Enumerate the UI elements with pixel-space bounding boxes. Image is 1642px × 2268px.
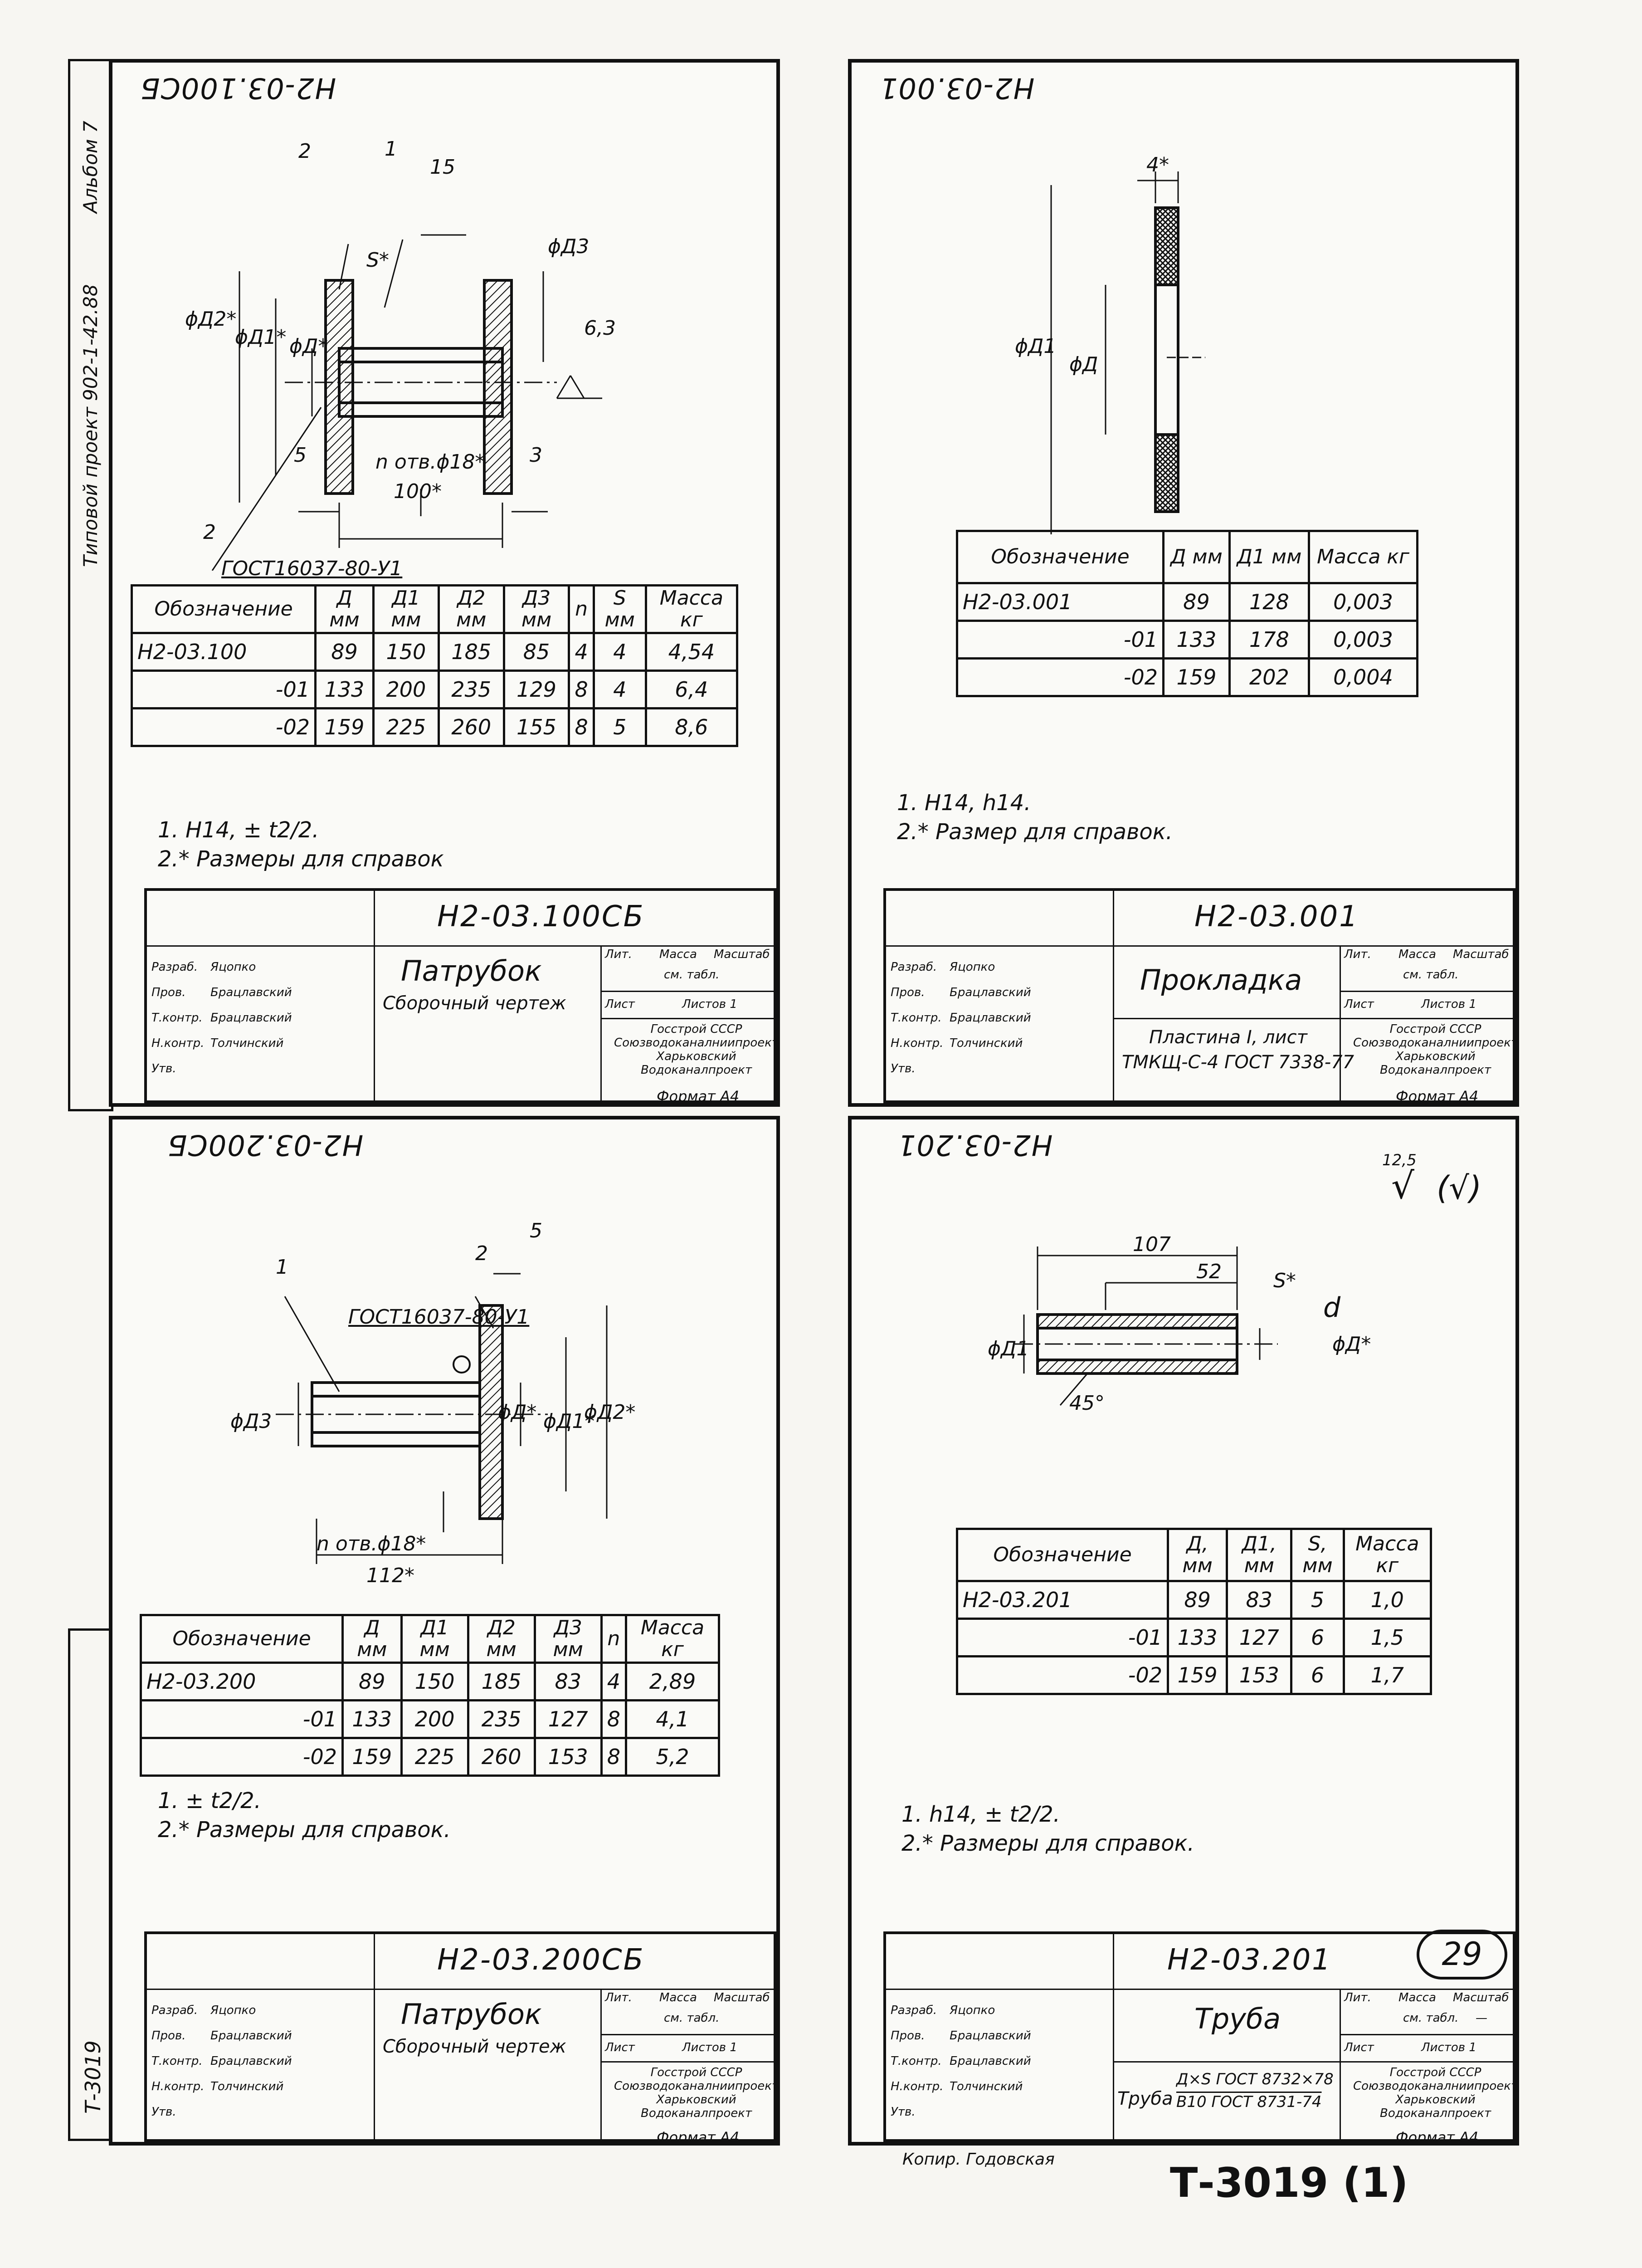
title-block bbox=[144, 888, 779, 1103]
tb-list: Лист bbox=[605, 997, 635, 1011]
dim-pos-2: 2 bbox=[475, 1242, 488, 1265]
cell: 4,1 bbox=[626, 1701, 719, 1738]
cell: 128 bbox=[1229, 583, 1309, 621]
cell: 2,89 bbox=[626, 1663, 719, 1701]
dim-112: 112* bbox=[366, 1564, 414, 1587]
notes bbox=[158, 816, 444, 874]
cell: 0,003 bbox=[1309, 621, 1417, 659]
dim-d: ϕД* bbox=[1332, 1333, 1371, 1356]
left-margin-strip-top bbox=[68, 59, 113, 1111]
title-block bbox=[883, 888, 1518, 1103]
dim-pos-1: 1 bbox=[276, 1256, 288, 1279]
title-code: Н2-03.001 bbox=[1194, 900, 1359, 934]
dim-d1: ϕД1* bbox=[543, 1410, 595, 1433]
stamp-code-upside: Н2-03.001 bbox=[879, 72, 1035, 105]
cell: 127 bbox=[535, 1701, 601, 1738]
th-designation: Обозначение bbox=[957, 1529, 1168, 1581]
table-row bbox=[141, 1701, 719, 1738]
gost-note: ГОСТ16037-80-У1 bbox=[221, 557, 403, 580]
cell: 4 bbox=[601, 1663, 626, 1701]
cell: Н2-03.201 bbox=[957, 1581, 1168, 1619]
cell: 185 bbox=[468, 1663, 535, 1701]
cell: -01 bbox=[141, 1701, 343, 1738]
cell: 8 bbox=[569, 671, 594, 709]
dim-angle: 45° bbox=[1069, 1392, 1105, 1415]
cell: 8,6 bbox=[646, 709, 737, 746]
cell: 150 bbox=[401, 1663, 468, 1701]
note-1: 1. h14, ± t2/2. bbox=[901, 1802, 1060, 1827]
dim-s: S* bbox=[366, 249, 389, 272]
tb-list: Лист bbox=[1344, 997, 1374, 1011]
dim-d2: ϕД2* bbox=[185, 308, 237, 331]
tb-sm-tabl: см. табл. bbox=[1403, 968, 1459, 982]
note-1: 1. ± t2/2. bbox=[158, 1788, 261, 1813]
table-row bbox=[132, 671, 737, 709]
format-label: Формат А4 bbox=[657, 1088, 740, 1105]
cell: 4,54 bbox=[646, 633, 737, 671]
th-s: S, мм bbox=[1291, 1529, 1344, 1581]
dim-s: S* bbox=[1273, 1269, 1296, 1292]
sheet-h2-03-200sb bbox=[109, 1116, 780, 2146]
th-d1: Д1, мм bbox=[1227, 1529, 1291, 1581]
table-row bbox=[957, 659, 1418, 696]
dim-5: 5 bbox=[294, 444, 307, 467]
th-mass: Масса кг bbox=[1344, 1529, 1431, 1581]
tb-roles: Разраб. Пров. Т.контр. Н.контр. Утв. bbox=[151, 2004, 205, 2119]
cell: Н2-03.001 bbox=[957, 583, 1164, 621]
cell: Н2-03.100 bbox=[132, 633, 316, 671]
tb-masshtab: Масштаб bbox=[714, 1991, 770, 2004]
side-album-label: Альбом 7 bbox=[79, 121, 102, 213]
note-1: 1. Н14, h14. bbox=[897, 790, 1031, 816]
cell: 1,7 bbox=[1344, 1657, 1431, 1694]
notes bbox=[901, 1800, 1194, 1858]
title-sub: Сборочный чертеж bbox=[383, 2036, 566, 2057]
title-code: Н2-03.200СБ bbox=[437, 1943, 645, 1977]
cell: 89 bbox=[1164, 583, 1230, 621]
tb-list: Лист bbox=[605, 2041, 635, 2054]
page-number-badge: 29 bbox=[1417, 1930, 1507, 1980]
th-designation: Обозначение bbox=[957, 531, 1164, 583]
cell: -01 bbox=[957, 621, 1164, 659]
tb-roles: Разраб. Пров. Т.контр. Н.контр. Утв. bbox=[151, 960, 205, 1075]
cell: 133 bbox=[1164, 621, 1230, 659]
table-row bbox=[957, 1619, 1431, 1657]
cell: 133 bbox=[316, 671, 374, 709]
cell: 4 bbox=[569, 633, 594, 671]
cell: 225 bbox=[401, 1738, 468, 1776]
archive-code: Т-3019 (1) bbox=[1170, 2159, 1408, 2207]
th-d1: Д1 мм bbox=[401, 1615, 468, 1663]
th-mass: Масса кг bbox=[1309, 531, 1417, 583]
dim-d1: ϕД1 bbox=[1015, 335, 1057, 358]
table-row bbox=[132, 709, 737, 746]
cell: 235 bbox=[439, 671, 504, 709]
cell: 4 bbox=[594, 671, 646, 709]
tb-names: Яцопко Брацлавский Брацлавский Толчинский bbox=[210, 960, 292, 1050]
title-pipe-gost2: В10 ГОСТ 8731-74 bbox=[1176, 2093, 1322, 2111]
tb-list: Лист bbox=[1344, 2041, 1374, 2054]
cell: 6 bbox=[1291, 1657, 1344, 1694]
cell: 159 bbox=[1164, 659, 1230, 696]
tb-roles: Разраб. Пров. Т.контр. Н.контр. Утв. bbox=[891, 2004, 944, 2119]
cell: 83 bbox=[535, 1663, 601, 1701]
tb-listov: Листов 1 bbox=[682, 997, 737, 1011]
tb-massa: Масса bbox=[1398, 1991, 1436, 2004]
tb-names: Яцопко Брацлавский Брацлавский Толчинский bbox=[210, 2004, 292, 2093]
title-name: Труба bbox=[1194, 2002, 1281, 2035]
cell: 260 bbox=[439, 709, 504, 746]
roughness-paren: (√) bbox=[1437, 1169, 1482, 1207]
note-2: 2.* Размеры для справок. bbox=[901, 1831, 1194, 1856]
cell: 260 bbox=[468, 1738, 535, 1776]
title-block bbox=[883, 1931, 1518, 2142]
cell: 155 bbox=[504, 709, 569, 746]
stamp-code-upside: Н2-03.100СБ bbox=[140, 72, 336, 105]
dim-d3: ϕД3 bbox=[230, 1410, 272, 1433]
tb-org: Госстрой СССР Союзводоканалниипроект Харьковский Водоканалпроект bbox=[1353, 1022, 1518, 1077]
title-name: Патрубок bbox=[401, 1998, 542, 2031]
cell: 133 bbox=[1168, 1619, 1227, 1657]
cell: 200 bbox=[374, 671, 439, 709]
tb-listov: Листов 1 bbox=[682, 2041, 737, 2054]
tb-roles: Разраб. Пров. Т.контр. Н.контр. Утв. bbox=[891, 960, 944, 1075]
tb-masshtab: Масштаб bbox=[1453, 948, 1509, 961]
dim-5: 5 bbox=[530, 1219, 542, 1242]
th-d1: Д1 мм bbox=[374, 586, 439, 633]
dim-thickness: 4* bbox=[1146, 153, 1169, 176]
cell: 1,5 bbox=[1344, 1619, 1431, 1657]
th-d: Д мм bbox=[343, 1615, 402, 1663]
spec-table bbox=[140, 1614, 720, 1777]
tb-massa: Масса bbox=[659, 948, 697, 961]
note-1: 1. Н14, ± t2/2. bbox=[158, 817, 319, 843]
tb-masshtab: Масштаб bbox=[1453, 1991, 1509, 2004]
th-d: Д мм bbox=[1164, 531, 1230, 583]
th-mass: Масса кг bbox=[646, 586, 737, 633]
title-sub: Сборочный чертеж bbox=[383, 993, 566, 1014]
tb-sm-tabl: см. табл. bbox=[664, 968, 720, 982]
spec-table bbox=[131, 584, 738, 747]
dim-d3: ϕД3 bbox=[548, 235, 590, 258]
dim-100: 100* bbox=[394, 480, 442, 503]
title-code: Н2-03.201 bbox=[1167, 1943, 1332, 1977]
title-material-gost: ТМКЩ-С-4 ГОСТ 7338-77 bbox=[1122, 1052, 1355, 1073]
cell: 202 bbox=[1229, 659, 1309, 696]
cell: 185 bbox=[439, 633, 504, 671]
table-row bbox=[957, 583, 1418, 621]
th-designation: Обозначение bbox=[132, 586, 316, 633]
tb-lit: Лит. bbox=[605, 1991, 632, 2004]
title-pipe-label: Труба bbox=[1117, 2088, 1173, 2109]
cell: 153 bbox=[535, 1738, 601, 1776]
cell: 200 bbox=[401, 1701, 468, 1738]
cell: -02 bbox=[132, 709, 316, 746]
cell: 85 bbox=[504, 633, 569, 671]
th-d1: Д1 мм bbox=[1229, 531, 1309, 583]
sheet-h2-03-100sb bbox=[109, 59, 780, 1107]
cell: 129 bbox=[504, 671, 569, 709]
spec-table bbox=[956, 530, 1418, 697]
cell: 6 bbox=[1291, 1619, 1344, 1657]
dim-d2: ϕД2* bbox=[584, 1401, 636, 1424]
spec-table bbox=[956, 1528, 1432, 1695]
table-row bbox=[957, 1581, 1431, 1619]
title-material: Пластина I, лист bbox=[1149, 1027, 1307, 1048]
cell: 159 bbox=[1168, 1657, 1227, 1694]
cell: 5 bbox=[594, 709, 646, 746]
tb-lit: Лит. bbox=[605, 948, 632, 961]
tb-dash: — bbox=[1476, 2011, 1487, 2025]
title-name: Патрубок bbox=[401, 954, 542, 987]
stamp-code-upside: Н2-03.200СБ bbox=[167, 1129, 364, 1162]
dim-d1: ϕД1* bbox=[235, 326, 287, 349]
table-row bbox=[141, 1663, 719, 1701]
th-d: Д мм bbox=[316, 586, 374, 633]
drawing-gasket bbox=[1024, 162, 1205, 571]
sheet-h2-03-201 bbox=[848, 1116, 1519, 2146]
note-2: 2.* Размер для справок. bbox=[897, 819, 1173, 845]
sheet-h2-03-001 bbox=[848, 59, 1519, 1107]
cell: 159 bbox=[316, 709, 374, 746]
dim-d1: ϕД1 bbox=[988, 1337, 1029, 1360]
cell: 159 bbox=[343, 1738, 402, 1776]
th-d2: Д2 мм bbox=[439, 586, 504, 633]
cell: 8 bbox=[601, 1738, 626, 1776]
title-name: Прокладка bbox=[1140, 963, 1302, 997]
th-n: n bbox=[569, 586, 594, 633]
tb-massa: Масса bbox=[1398, 948, 1436, 961]
drawing-pipe bbox=[988, 1233, 1350, 1414]
table-row bbox=[141, 1738, 719, 1776]
roughness-value: 12,5 bbox=[1382, 1151, 1417, 1169]
tb-org: Госстрой СССР Союзводоканалниипроект Харьковский Водоканалпроект bbox=[1353, 2066, 1518, 2120]
dim-d: ϕД* bbox=[498, 1401, 537, 1424]
table-row bbox=[957, 1657, 1431, 1694]
dim-roughness: 6,3 bbox=[584, 317, 616, 340]
dim-15: 15 bbox=[430, 156, 455, 179]
format-label: Формат А4 bbox=[1396, 2129, 1479, 2146]
cell: 1,0 bbox=[1344, 1581, 1431, 1619]
drawing-nozzle-2 bbox=[149, 1174, 648, 1582]
th-designation: Обозначение bbox=[141, 1615, 343, 1663]
copied-by: Копир. Годовская bbox=[902, 2150, 1055, 2169]
tb-lit: Лит. bbox=[1344, 948, 1371, 961]
tb-masshtab: Масштаб bbox=[714, 948, 770, 961]
th-d3: Д3 мм bbox=[535, 1615, 601, 1663]
side-project-label: Типовой проект 902-1-42.88 bbox=[79, 284, 102, 567]
cell: 5,2 bbox=[626, 1738, 719, 1776]
stamp-code-upside: Н2-03.201 bbox=[897, 1129, 1053, 1162]
roughness-mark: √ bbox=[1391, 1165, 1414, 1207]
title-code: Н2-03.100СБ bbox=[437, 900, 645, 934]
dim-pos-2b: 2 bbox=[203, 521, 216, 544]
format-label: Формат А4 bbox=[657, 2129, 740, 2146]
cell: -02 bbox=[141, 1738, 343, 1776]
cell: 5 bbox=[1291, 1581, 1344, 1619]
table-row bbox=[957, 621, 1418, 659]
th-d2: Д2 мм bbox=[468, 1615, 535, 1663]
dim-d: ϕД* bbox=[289, 335, 328, 358]
tb-org: Госстрой СССР Союзводоканалниипроект Харьковский Водоканалпроект bbox=[614, 2066, 779, 2120]
dim-pos-2: 2 bbox=[298, 140, 311, 163]
cell: 0,003 bbox=[1309, 583, 1417, 621]
cell: 150 bbox=[374, 633, 439, 671]
cell: 133 bbox=[343, 1701, 402, 1738]
cell: 8 bbox=[601, 1701, 626, 1738]
title-block bbox=[144, 1931, 779, 2142]
dim-d: ϕД bbox=[1069, 353, 1098, 376]
cell: 89 bbox=[316, 633, 374, 671]
side-inv-number: Т-3019 bbox=[81, 2040, 105, 2114]
dim-3: 3 bbox=[530, 444, 542, 467]
cell: 127 bbox=[1227, 1619, 1291, 1657]
cell: 4 bbox=[594, 633, 646, 671]
dim-holes: n отв.ϕ18* bbox=[317, 1532, 426, 1555]
cell: -01 bbox=[957, 1619, 1168, 1657]
tb-sm-tabl: см. табл. bbox=[1403, 2011, 1459, 2025]
table-row bbox=[132, 633, 737, 671]
dim-52: 52 bbox=[1196, 1260, 1222, 1283]
cell: Н2-03.200 bbox=[141, 1663, 343, 1701]
cell: -02 bbox=[957, 1657, 1168, 1694]
tb-org: Госстрой СССР Союзводоканалниипроект Харьковский Водоканалпроект bbox=[614, 1022, 779, 1077]
cell: 153 bbox=[1227, 1657, 1291, 1694]
cell: 178 bbox=[1229, 621, 1309, 659]
cell: 89 bbox=[1168, 1581, 1227, 1619]
tb-lit: Лит. bbox=[1344, 1991, 1371, 2004]
dim-107: 107 bbox=[1133, 1233, 1171, 1256]
note-2: 2.* Размеры для справок bbox=[158, 846, 444, 872]
title-pipe-gost1: Д×S ГОСТ 8732×78 bbox=[1176, 2070, 1334, 2088]
tb-sm-tabl: см. табл. bbox=[664, 2011, 720, 2025]
th-mass: Масса кг bbox=[626, 1615, 719, 1663]
th-n: n bbox=[601, 1615, 626, 1663]
format-label: Формат А4 bbox=[1396, 1088, 1479, 1105]
notes bbox=[897, 788, 1173, 846]
cell: 8 bbox=[569, 709, 594, 746]
note-2: 2.* Размеры для справок. bbox=[158, 1817, 451, 1843]
cell: 235 bbox=[468, 1701, 535, 1738]
cell: 6,4 bbox=[646, 671, 737, 709]
cell: 83 bbox=[1227, 1581, 1291, 1619]
dim-pos-1: 1 bbox=[385, 137, 397, 161]
th-d3: Д3 мм bbox=[504, 586, 569, 633]
gost-note: ГОСТ16037-80-У1 bbox=[348, 1305, 530, 1329]
cell: -01 bbox=[132, 671, 316, 709]
tb-names: Яцопко Брацлавский Брацлавский Толчинский bbox=[950, 960, 1031, 1050]
tb-massa: Масса bbox=[659, 1991, 697, 2004]
dim-d-mark: d bbox=[1323, 1292, 1341, 1324]
cell: 89 bbox=[343, 1663, 402, 1701]
tb-listov: Листов 1 bbox=[1421, 997, 1476, 1011]
cell: 225 bbox=[374, 709, 439, 746]
tb-listov: Листов 1 bbox=[1421, 2041, 1476, 2054]
th-s: S мм bbox=[594, 586, 646, 633]
notes bbox=[158, 1786, 451, 1844]
cell: 0,004 bbox=[1309, 659, 1417, 696]
cell: -02 bbox=[957, 659, 1164, 696]
dim-holes: n отв.ϕ18* bbox=[375, 450, 485, 474]
tb-names: Яцопко Брацлавский Брацлавский Толчинский bbox=[950, 2004, 1031, 2093]
th-d: Д, мм bbox=[1168, 1529, 1227, 1581]
